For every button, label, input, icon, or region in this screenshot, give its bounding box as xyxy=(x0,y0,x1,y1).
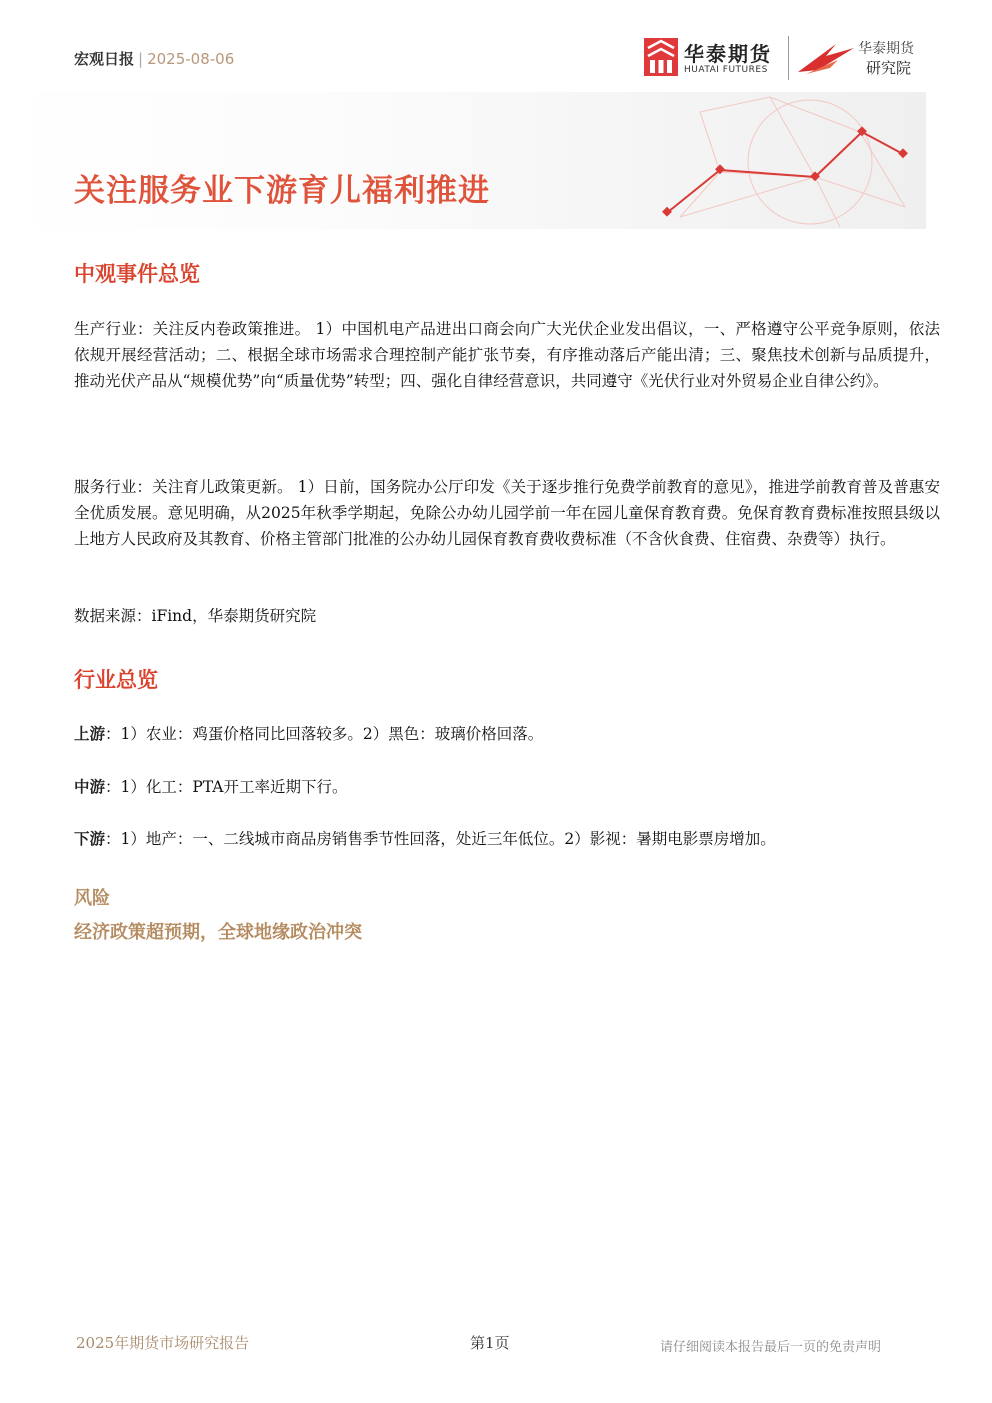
downstream-text: ：1）地产：一、二线城市商品房销售季节性回落，处近三年低位。2）影视：暑期电影票房增加。 xyxy=(105,830,776,848)
production-industry-paragraph: 生产行业：关注反内卷政策推进。 1）中国机电产品进出口商会向广大光伏企业发出倡议，一、严格遵守公平竞争原则，依法依规开展经营活动；二、根据全球市场需求合理控制产能扩张节奏，有序推动落后产能出清；三、聚焦技术创新与品质提升，推动光伏产品从“规模优势”向“质量优势”转型；四、强化自律经营意识，共同遵守《光伏行业对外贸易企业自律公约》。 xyxy=(74,320,940,390)
page-title: 关注服务业下游育儿福利推进 xyxy=(74,173,490,209)
huatai-logo-icon xyxy=(644,38,678,76)
upstream-label: 上游 xyxy=(74,725,106,743)
data-source-note: 数据来源：iFind，华泰期货研究院 xyxy=(74,607,317,625)
institute-name-line2: 研究院 xyxy=(866,59,912,77)
downstream-line xyxy=(74,827,776,849)
footer-report-name: 2025年期货市场研究报告 xyxy=(76,1334,250,1352)
risk-heading: 风险 xyxy=(74,888,110,909)
logo-chinese-name: 华泰期货 xyxy=(684,42,772,66)
upstream-line xyxy=(74,722,543,744)
report-date: 2025-08-06 xyxy=(147,50,235,68)
midstream-line xyxy=(74,775,348,797)
section-heading-meso-events: 中观事件总览 xyxy=(74,262,200,286)
logo-english-name: HUATAI FUTURES xyxy=(684,65,768,75)
logo-divider xyxy=(788,36,789,80)
header-separator: | xyxy=(138,50,144,68)
page-number: 第1页 xyxy=(470,1334,510,1352)
institute-wing-icon xyxy=(796,38,856,78)
section-heading-industry-overview: 行业总览 xyxy=(74,668,158,692)
service-industry-paragraph: 服务行业：关注育儿政策更新。 1）日前，国务院办公厅印发《关于逐步推行免费学前教育的意见》，推进学前教育普及普惠安全优质发展。意见明确，从2025年秋季学期起，免除公办幼儿园学前一年在园儿童保育教育费。免保育教育费标准按照县级以上地方人民政府及其教育、价格主管部门批准的公办幼儿园保育教育费收费标准（不含伙食费、住宿费、杂费等）执行。 xyxy=(74,478,940,548)
research-institute-logo xyxy=(796,36,926,80)
midstream-text: ：1）化工：PTA开工率近期下行。 xyxy=(105,778,348,796)
downstream-label: 下游 xyxy=(74,830,106,848)
risk-text: 经济政策超预期，全球地缘政治冲突 xyxy=(74,922,362,943)
report-header-meta xyxy=(74,48,234,69)
upstream-text: ：1）农业：鸡蛋价格同比回落较多。2）黑色：玻璃价格回落。 xyxy=(105,725,544,743)
huatai-futures-logo xyxy=(644,38,784,78)
disclaimer-note: 请仔细阅读本报告最后一页的免责声明 xyxy=(660,1340,882,1355)
report-type: 宏观日报 xyxy=(74,50,135,68)
midstream-label: 中游 xyxy=(74,778,106,796)
institute-name-line1: 华泰期货 xyxy=(858,41,914,57)
